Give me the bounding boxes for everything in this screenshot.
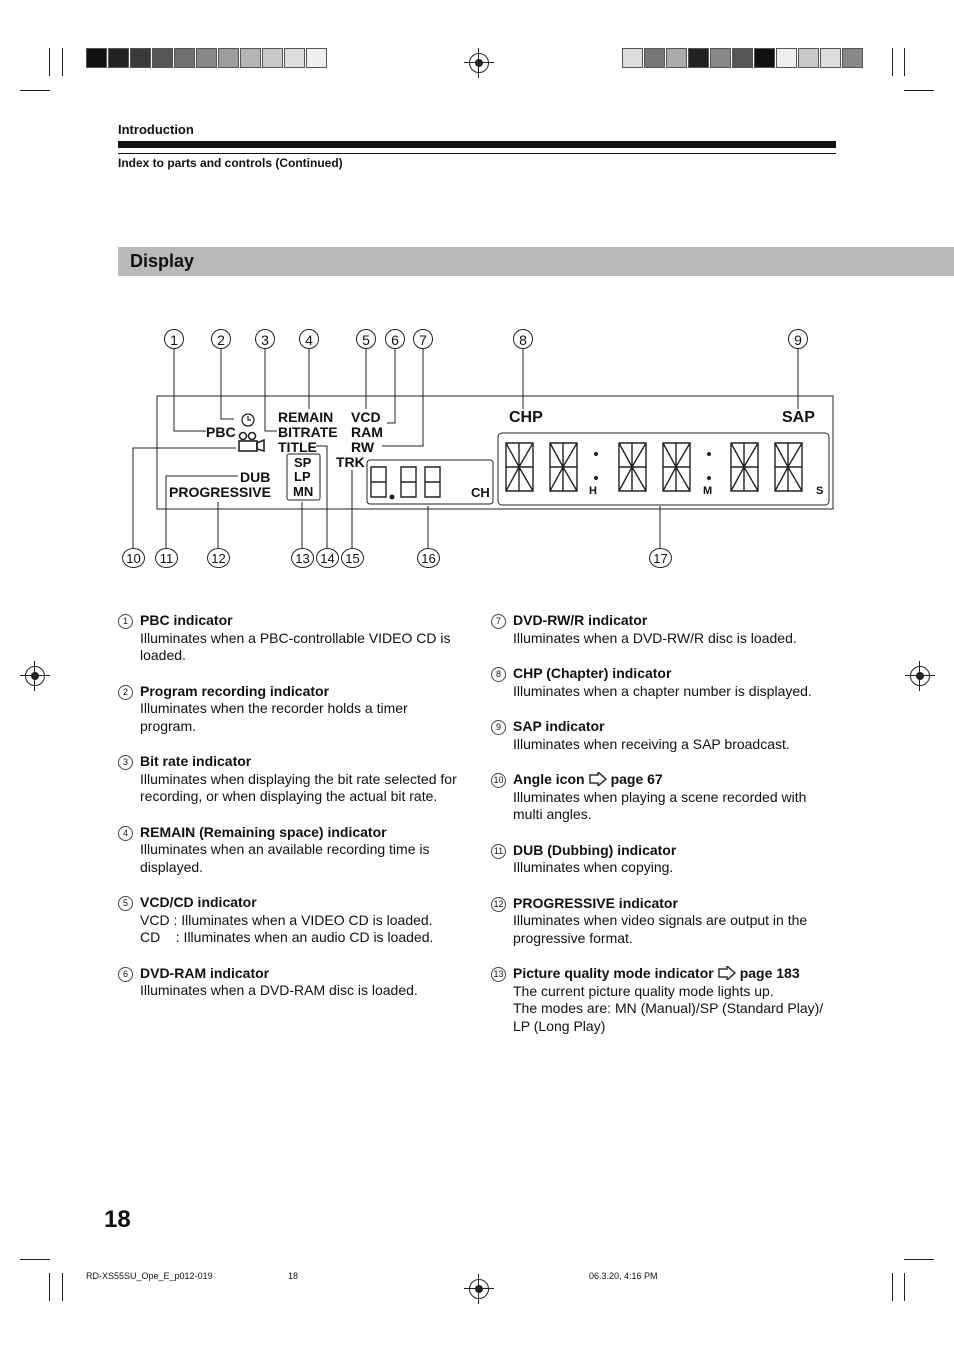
callout-10: 10 [122, 548, 145, 568]
sap-label: SAP [782, 409, 815, 426]
lp-label: LP [294, 469, 311, 484]
list-item: 11 DUB (Dubbing) indicator Illuminates when copying. [491, 842, 836, 877]
list-item: 5 VCD/CD indicator VCD : Illuminates when a VIDEO CD is loaded. CD : Illuminates when an audio CD is loaded. [118, 894, 463, 947]
callout-12: 12 [207, 548, 230, 568]
track-digits [371, 467, 440, 499]
crop-mark [892, 1273, 893, 1301]
callout-4: 4 [299, 329, 319, 349]
page-reference-arrow-icon [589, 772, 607, 786]
angle-camera-icon [239, 433, 264, 452]
display-diagram [0, 0, 954, 600]
callout-1: 1 [164, 329, 184, 349]
page-number: 18 [104, 1206, 131, 1233]
callout-15: 15 [341, 548, 364, 568]
chp-label: CHP [509, 409, 543, 426]
list-item: 6 DVD-RAM indicator Illuminates when a DVD-RAM disc is loaded. [118, 965, 463, 1000]
callout-14: 14 [316, 548, 339, 568]
page-reference-link[interactable]: page 67 [610, 771, 663, 787]
list-item: 1 PBC indicator Illuminates when a PBC-controllable VIDEO CD is loaded. [118, 612, 463, 665]
section-title: Display [130, 251, 195, 271]
time-digits [506, 443, 802, 491]
callout-13: 13 [291, 548, 314, 568]
callout-16: 16 [417, 548, 440, 568]
list-item: 8 CHP (Chapter) indicator Illuminates when a chapter number is displayed. [491, 665, 836, 700]
title-label: TITLE [278, 439, 317, 455]
page-reference-arrow-icon [718, 966, 736, 980]
registration-mark-icon [910, 666, 930, 686]
remain-label: REMAIN [278, 409, 334, 425]
list-item: 13 Picture quality mode indicator page 183 The current picture quality mode lights up. The modes are: MN (Manual)/SP (Standard Play)/ LP (Long Play) [491, 965, 836, 1035]
mn-label: MN [293, 484, 314, 499]
progressive-label: PROGRESSIVE [169, 484, 271, 500]
rw-label: RW [351, 439, 375, 455]
footer-page: 18 [288, 1271, 299, 1281]
callout-6: 6 [385, 329, 405, 349]
bitrate-label: BITRATE [278, 424, 338, 440]
minutes-label: M [703, 485, 713, 497]
registration-mark-icon [469, 1279, 489, 1299]
dub-label: DUB [240, 469, 271, 485]
list-item: 4 REMAIN (Remaining space) indicator Illuminates when an available recording time is displayed. [118, 824, 463, 877]
seconds-label: S [816, 485, 824, 497]
section-label: Introduction [118, 122, 194, 137]
callout-8: 8 [513, 329, 533, 349]
callout-2: 2 [211, 329, 231, 349]
crop-mark [20, 1259, 50, 1260]
crop-mark [62, 1273, 63, 1301]
callout-5: 5 [356, 329, 376, 349]
list-item: 12 PROGRESSIVE indicator Illuminates when video signals are output in the progressive format. [491, 895, 836, 948]
registration-mark-icon [25, 666, 45, 686]
page-reference-link[interactable]: page 183 [739, 965, 800, 981]
crop-mark [904, 1259, 934, 1260]
ch-label: CH [471, 485, 490, 500]
vcd-label: VCD [351, 409, 381, 425]
callout-3: 3 [255, 329, 275, 349]
pbc-label: PBC [206, 424, 236, 440]
crop-mark [904, 1273, 905, 1301]
list-item: 10 Angle icon page 67 Illuminates when playing a scene recorded with multi angles. [491, 771, 836, 824]
list-item: 7 DVD-RW/R indicator Illuminates when a DVD-RW/R disc is loaded. [491, 612, 836, 647]
list-item: 9 SAP indicator Illuminates when receiving a SAP broadcast. [491, 718, 836, 753]
ram-label: RAM [351, 424, 383, 440]
crop-mark [49, 1273, 50, 1301]
callout-9: 9 [788, 329, 808, 349]
trk-label: TRK [336, 454, 365, 470]
items-left-column [118, 612, 463, 1018]
items-right-column [491, 612, 836, 1053]
callout-17: 17 [649, 548, 672, 568]
list-item: 3 Bit rate indicator Illuminates when displaying the bit rate selected for recording, or when displaying the actual bit rate. [118, 753, 463, 806]
page-subtitle: Index to parts and controls (Continued) [118, 156, 343, 170]
sp-label: SP [294, 455, 312, 470]
footer-file: RD-XS55SU_Ope_E_p012-019 [86, 1271, 213, 1281]
callout-7: 7 [413, 329, 433, 349]
callout-11: 11 [155, 548, 178, 568]
footer-date: 06.3.20, 4:16 PM [589, 1271, 658, 1281]
hours-label: H [589, 485, 597, 497]
list-item: 2 Program recording indicator Illuminates when the recorder holds a timer program. [118, 683, 463, 736]
